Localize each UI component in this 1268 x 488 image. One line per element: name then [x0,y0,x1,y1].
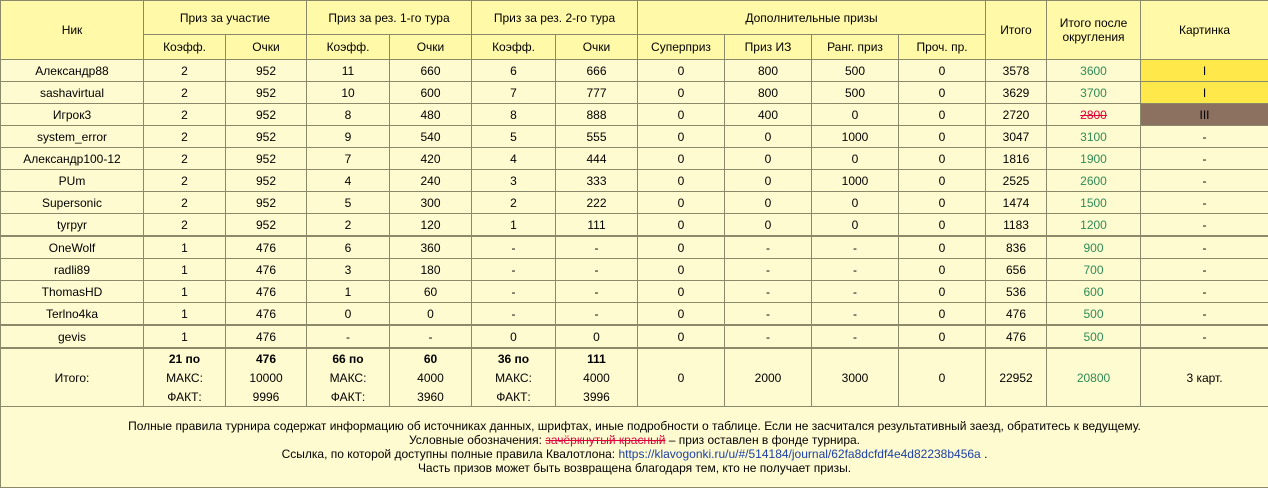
cell-round2-coef: 3 [472,170,556,192]
cell-round2-points: - [556,303,638,326]
rules-link[interactable]: https://klavogonki.ru/u/#/514184/journal/62fa8dcfdf4e4d82238b456a [618,447,980,461]
cell-prize-iz: 0 [725,170,812,192]
totals-rank-prize: 3000 [812,348,899,407]
table-row [1,126,1268,148]
cell-participation-points: 952 [226,126,307,148]
cell-superprize: 0 [638,148,725,170]
cell-rounded: 2600 [1047,170,1141,192]
cell-other-prize: 0 [899,236,986,259]
player-rows [1,60,1268,349]
cell-round2-points: 222 [556,192,638,214]
cell-nick: system_error [1,126,144,148]
cell-participation-coef: 1 [144,281,226,303]
cell-rounded: 3700 [1047,82,1141,104]
cell-round2-points: 555 [556,126,638,148]
cell-rank-prize: - [812,259,899,281]
totals-section [1,348,1268,488]
cell-round1-points: 600 [390,82,472,104]
cell-round2-points: 111 [556,214,638,237]
cell-participation-coef: 2 [144,60,226,82]
cell-nick: sashavirtual [1,82,144,104]
cell-participation-coef: 2 [144,126,226,148]
round2-max-label: МАКС: [472,368,556,387]
cell-rounded: 600 [1047,281,1141,303]
cell-round1-coef: 1 [307,281,390,303]
cell-other-prize: 0 [899,259,986,281]
cell-round2-coef: 0 [472,325,556,348]
totals-other-prize: 0 [899,348,986,407]
cell-round1-points: 180 [390,259,472,281]
cell-participation-coef: 1 [144,236,226,259]
cell-nick: radli89 [1,259,144,281]
cell-round2-coef: - [472,281,556,303]
cell-round2-coef: 6 [472,60,556,82]
cell-round2-coef: - [472,259,556,281]
cell-other-prize: 0 [899,104,986,126]
cell-prize-iz: - [725,259,812,281]
cell-other-prize: 0 [899,148,986,170]
header-round2: Приз за рез. 2-го тура [472,1,638,35]
cell-prize-iz: 0 [725,126,812,148]
participation-fact-value: 9996 [226,387,307,407]
table-row [1,325,1268,348]
cell-round2-coef: 7 [472,82,556,104]
cell-rank-prize: 1000 [812,170,899,192]
cell-participation-coef: 2 [144,148,226,170]
cell-participation-coef: 2 [144,192,226,214]
cell-rounded: 2800 [1047,104,1141,126]
cell-round1-points: 420 [390,148,472,170]
cell-rank-prize: - [812,303,899,326]
cell-other-prize: 0 [899,214,986,237]
cell-total: 3578 [986,60,1047,82]
legend-suffix: – приз оставлен в фонде турнира. [669,433,860,447]
cell-other-prize: 0 [899,82,986,104]
cell-superprize: 0 [638,104,725,126]
cell-other-prize: 0 [899,126,986,148]
cell-total: 656 [986,259,1047,281]
table-row [1,236,1268,259]
cell-picture: - [1141,281,1268,303]
cell-participation-points: 476 [226,281,307,303]
header-prize-iz: Приз ИЗ [725,35,812,60]
cell-round2-coef: - [472,236,556,259]
cell-round2-points: 0 [556,325,638,348]
header-round2-points: Очки [556,35,638,60]
header-picture: Картинка [1141,1,1268,60]
cell-nick: Александр100-12 [1,148,144,170]
table-row [1,259,1268,281]
cell-picture: - [1141,325,1268,348]
cell-round1-points: 0 [390,303,472,326]
totals-prize-iz: 2000 [725,348,812,407]
totals-participation-points: 476 [226,348,307,368]
cell-nick: Supersonic [1,192,144,214]
cell-total: 3047 [986,126,1047,148]
table-row [1,214,1268,237]
header-superprize: Суперприз [638,35,725,60]
cell-prize-iz: - [725,281,812,303]
table-row [1,281,1268,303]
cell-rank-prize: 500 [812,60,899,82]
cell-round1-points: 120 [390,214,472,237]
cell-superprize: 0 [638,214,725,237]
legend-prefix: Условные обозначения: [409,433,542,447]
cell-prize-iz: - [725,236,812,259]
cell-picture: - [1141,303,1268,326]
cell-rounded: 500 [1047,303,1141,326]
participation-max-value: 10000 [226,368,307,387]
header-rank-prize: Ранг. приз [812,35,899,60]
cell-total: 476 [986,303,1047,326]
totals-row-1 [1,348,1268,368]
cell-round2-points: - [556,259,638,281]
cell-participation-points: 952 [226,214,307,237]
cell-rounded: 1200 [1047,214,1141,237]
notes [1,407,1268,488]
notes-line-link [3,447,1266,461]
link-prefix: Ссылка, по которой доступны полные правила Квалотлона: [282,447,616,461]
cell-round1-coef: 0 [307,303,390,326]
notes-line-legend [3,433,1266,447]
cell-total: 1183 [986,214,1047,237]
cell-picture: - [1141,236,1268,259]
cell-superprize: 0 [638,170,725,192]
cell-participation-points: 476 [226,236,307,259]
cell-nick: ThomasHD [1,281,144,303]
cell-round1-points: - [390,325,472,348]
cell-round1-coef: - [307,325,390,348]
cell-prize-iz: 400 [725,104,812,126]
table-row [1,82,1268,104]
cell-rounded: 3600 [1047,60,1141,82]
cell-participation-coef: 2 [144,170,226,192]
legend-struck-red: зачёркнутый красный [545,433,665,447]
cell-round2-points: 777 [556,82,638,104]
totals-round2-coef-sum: 36 по [472,348,556,368]
header-round1-points: Очки [390,35,472,60]
cell-prize-iz: - [725,325,812,348]
cell-rank-prize: - [812,236,899,259]
cell-participation-points: 952 [226,148,307,170]
cell-picture: - [1141,192,1268,214]
cell-other-prize: 0 [899,325,986,348]
cell-rounded: 500 [1047,325,1141,348]
cell-participation-coef: 1 [144,259,226,281]
cell-other-prize: 0 [899,170,986,192]
cell-round1-coef: 4 [307,170,390,192]
cell-rank-prize: 500 [812,82,899,104]
cell-rank-prize: 1000 [812,126,899,148]
cell-round2-coef: 4 [472,148,556,170]
cell-picture: I [1141,60,1268,82]
cell-picture: - [1141,259,1268,281]
cell-participation-points: 952 [226,192,307,214]
header-total: Итого [986,1,1047,60]
cell-rank-prize: - [812,325,899,348]
cell-total: 1816 [986,148,1047,170]
participation-max-label: МАКС: [144,368,226,387]
cell-round2-points: 333 [556,170,638,192]
table-row [1,148,1268,170]
cell-total: 476 [986,325,1047,348]
cell-round1-points: 480 [390,104,472,126]
cell-round1-coef: 2 [307,214,390,237]
table-header [1,1,1268,60]
cell-round1-points: 360 [390,236,472,259]
cell-round1-coef: 3 [307,259,390,281]
notes-line-return: Часть призов может быть возвращена благодаря тем, кто не получает призы. [3,461,1266,475]
table-row [1,303,1268,326]
header-round2-coef: Коэфф. [472,35,556,60]
cell-round1-coef: 7 [307,148,390,170]
cell-round1-coef: 9 [307,126,390,148]
cell-round2-coef: 1 [472,214,556,237]
cell-round2-coef: 5 [472,126,556,148]
cell-superprize: 0 [638,281,725,303]
table-row [1,104,1268,126]
cell-participation-points: 476 [226,325,307,348]
cell-participation-points: 952 [226,104,307,126]
table-row [1,60,1268,82]
link-suffix: . [984,447,987,461]
cell-superprize: 0 [638,60,725,82]
cell-participation-points: 952 [226,170,307,192]
cell-nick: Игрок3 [1,104,144,126]
cell-total: 2720 [986,104,1047,126]
cell-prize-iz: 0 [725,192,812,214]
cell-rounded: 3100 [1047,126,1141,148]
totals-picture: 3 карт. [1141,348,1268,407]
cell-participation-points: 952 [226,60,307,82]
cell-nick: Terlno4ka [1,303,144,326]
cell-rank-prize: - [812,281,899,303]
cell-participation-points: 476 [226,259,307,281]
header-participation-coef: Коэфф. [144,35,226,60]
cell-round2-points: 444 [556,148,638,170]
totals-superprize: 0 [638,348,725,407]
cell-round1-coef: 5 [307,192,390,214]
cell-round1-coef: 6 [307,236,390,259]
cell-picture: - [1141,148,1268,170]
notes-row [1,407,1268,488]
totals-round2-points: 111 [556,348,638,368]
cell-round2-points: - [556,236,638,259]
round1-fact-value: 3960 [390,387,472,407]
cell-round1-coef: 8 [307,104,390,126]
round2-fact-label: ФАКТ: [472,387,556,407]
header-rounded-total: Итого после округления [1047,1,1141,60]
cell-other-prize: 0 [899,281,986,303]
cell-participation-coef: 2 [144,104,226,126]
cell-prize-iz: 0 [725,148,812,170]
cell-picture: - [1141,126,1268,148]
cell-superprize: 0 [638,303,725,326]
cell-participation-coef: 2 [144,82,226,104]
cell-rank-prize: 0 [812,192,899,214]
cell-participation-coef: 2 [144,214,226,237]
totals-participation-coef-sum: 21 по [144,348,226,368]
cell-other-prize: 0 [899,60,986,82]
cell-total: 836 [986,236,1047,259]
cell-picture: - [1141,214,1268,237]
header-participation-points: Очки [226,35,307,60]
cell-round1-points: 240 [390,170,472,192]
cell-total: 536 [986,281,1047,303]
cell-rank-prize: 0 [812,214,899,237]
totals-total: 22952 [986,348,1047,407]
header-round1-coef: Коэфф. [307,35,390,60]
cell-round2-points: 666 [556,60,638,82]
cell-total: 1474 [986,192,1047,214]
cell-picture: - [1141,170,1268,192]
round1-max-value: 4000 [390,368,472,387]
cell-picture: III [1141,104,1268,126]
cell-rounded: 1900 [1047,148,1141,170]
cell-round1-coef: 10 [307,82,390,104]
cell-rank-prize: 0 [812,148,899,170]
header-participation: Приз за участие [144,1,307,35]
cell-round1-points: 660 [390,60,472,82]
table-row [1,170,1268,192]
cell-round1-points: 60 [390,281,472,303]
cell-round2-points: - [556,281,638,303]
cell-superprize: 0 [638,325,725,348]
cell-other-prize: 0 [899,192,986,214]
cell-round1-points: 540 [390,126,472,148]
cell-rank-prize: 0 [812,104,899,126]
cell-total: 3629 [986,82,1047,104]
cell-nick: OneWolf [1,236,144,259]
totals-label: Итого: [1,348,144,407]
cell-nick: Александр88 [1,60,144,82]
cell-other-prize: 0 [899,303,986,326]
cell-superprize: 0 [638,259,725,281]
totals-round1-points: 60 [390,348,472,368]
round2-fact-value: 3996 [556,387,638,407]
cell-round1-points: 300 [390,192,472,214]
cell-rounded: 1500 [1047,192,1141,214]
cell-round2-points: 888 [556,104,638,126]
cell-round2-coef: 2 [472,192,556,214]
cell-prize-iz: - [725,303,812,326]
cell-round1-coef: 11 [307,60,390,82]
round1-fact-label: ФАКТ: [307,387,390,407]
cell-nick: PUm [1,170,144,192]
header-round1: Приз за рез. 1-го тура [307,1,472,35]
totals-rounded: 20800 [1047,348,1141,407]
cell-prize-iz: 800 [725,60,812,82]
cell-prize-iz: 800 [725,82,812,104]
cell-superprize: 0 [638,82,725,104]
cell-participation-coef: 1 [144,325,226,348]
header-other-prize: Проч. пр. [899,35,986,60]
cell-participation-coef: 1 [144,303,226,326]
notes-line-rules: Полные правила турнира содержат информацию об источниках данных, шрифтах, иные подробности о таблице. Если не засчитался результативный заезд, обратитесь к ведущему. [3,419,1266,433]
header-extra: Дополнительные призы [638,1,986,35]
cell-superprize: 0 [638,236,725,259]
cell-picture: I [1141,82,1268,104]
cell-rounded: 700 [1047,259,1141,281]
header-nick: Ник [1,1,144,60]
table-row [1,192,1268,214]
cell-total: 2525 [986,170,1047,192]
cell-round2-coef: 8 [472,104,556,126]
cell-participation-points: 476 [226,303,307,326]
cell-nick: tyrpyr [1,214,144,237]
cell-round2-coef: - [472,303,556,326]
cell-nick: gevis [1,325,144,348]
round1-max-label: МАКС: [307,368,390,387]
totals-round1-coef-sum: 66 по [307,348,390,368]
cell-participation-points: 952 [226,82,307,104]
cell-superprize: 0 [638,192,725,214]
cell-prize-iz: 0 [725,214,812,237]
cell-superprize: 0 [638,126,725,148]
round2-max-value: 4000 [556,368,638,387]
participation-fact-label: ФАКТ: [144,387,226,407]
cell-rounded: 900 [1047,236,1141,259]
